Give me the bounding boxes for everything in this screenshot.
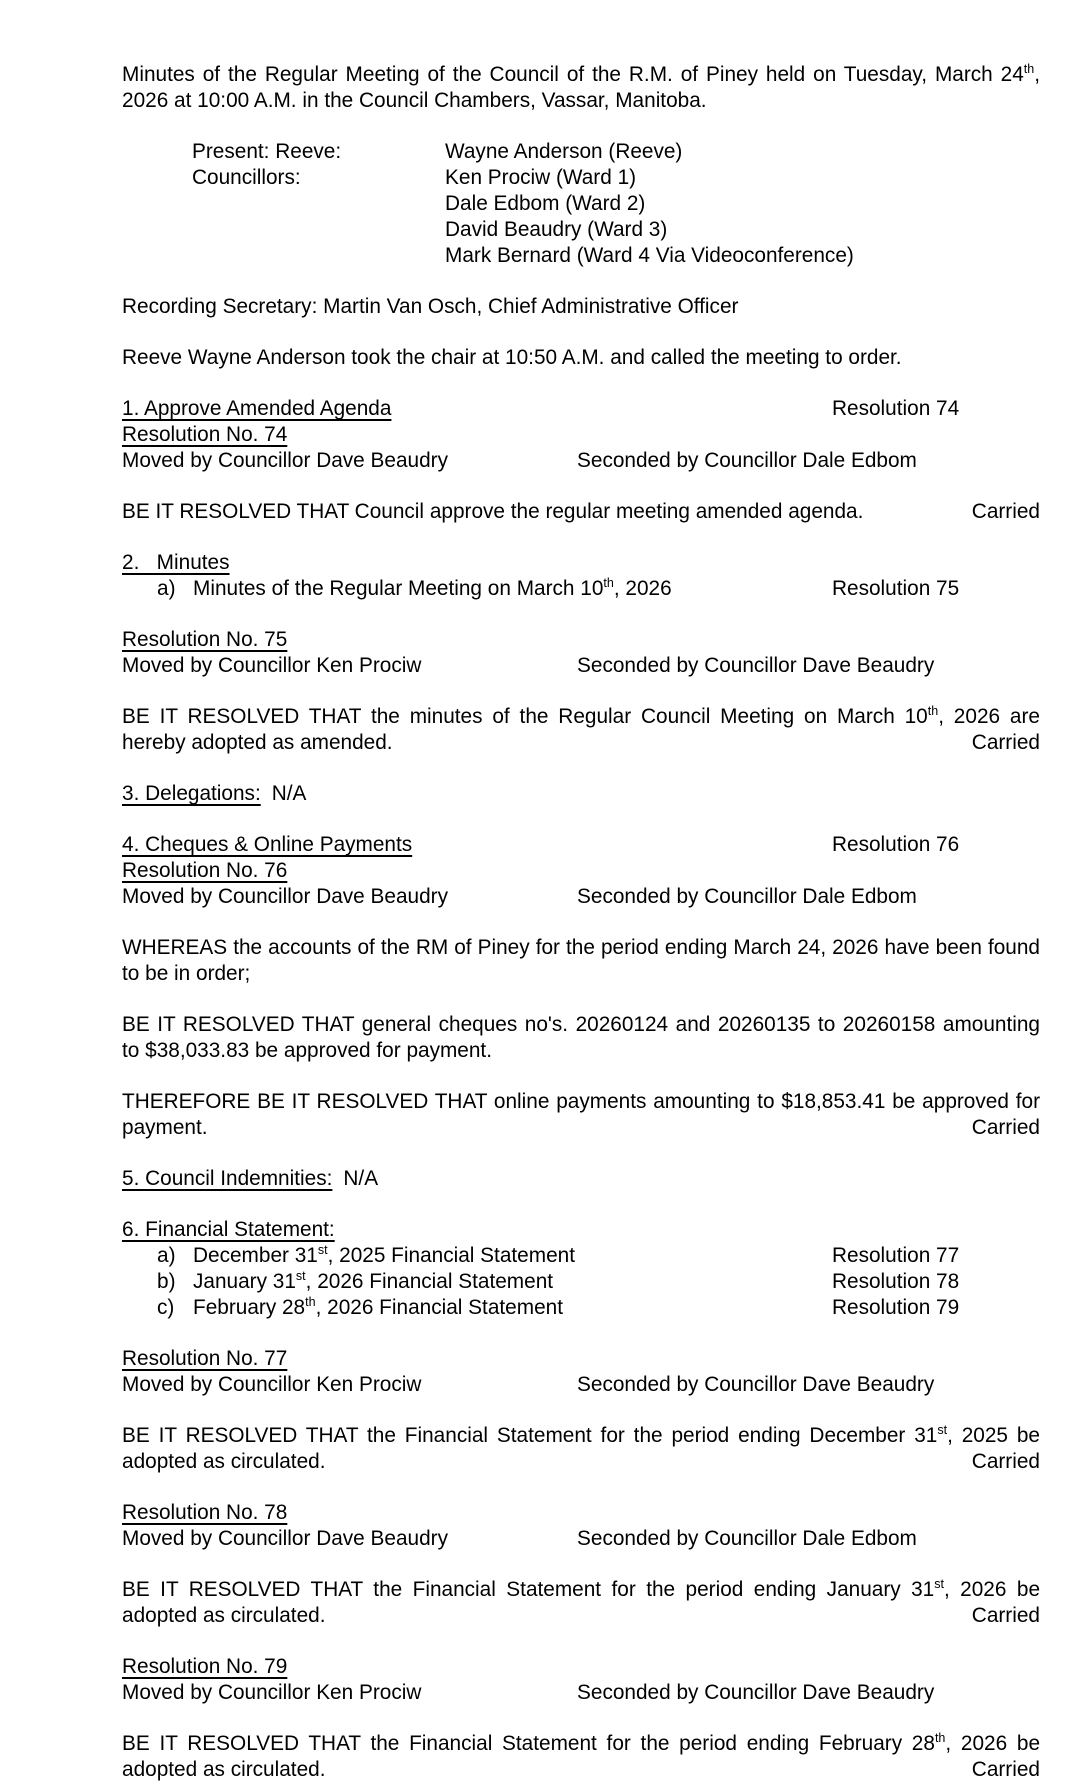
resolution-text-post: , 2026 be adopted as circulated.: [122, 1732, 1041, 1781]
resolution-paragraph: BE IT RESOLVED THAT general cheques no's. 20260124 and 20260135 to 20260158 amounting to $38,033.83 be approved for payment.: [122, 1013, 1040, 1062]
resolution-text-post: , 2025 be adopted as circulated.: [122, 1424, 1040, 1473]
resolution-ref: Resolution 75: [832, 577, 960, 600]
recording-secretary-line: Recording Secretary: Martin Van Osch, Chief Administrative Officer: [122, 295, 739, 318]
seconded-by: Seconded by Councillor Dave Beaudry: [577, 1681, 935, 1704]
intro-text-post: , 2026 at 10:00 A.M. in the Council Chambers, Vassar, Manitoba.: [122, 63, 1040, 112]
carried-label: Carried: [971, 1116, 1040, 1139]
moved-by: Moved by Councillor Dave Beaudry: [122, 449, 448, 472]
councillor-name: Dale Edbom (Ward 2): [445, 192, 646, 215]
item-text-post: , 2025 Financial Statement: [327, 1244, 575, 1267]
resolution-text-pre: BE IT RESOLVED THAT the Financial Statement for the period ending February 28: [122, 1732, 935, 1755]
seconded-by: Seconded by Councillor Dave Beaudry: [577, 1373, 935, 1396]
carried-label: Carried: [971, 500, 1040, 523]
whereas-paragraph: WHEREAS the accounts of the RM of Piney for the period ending March 24, 2026 have been found to be in order;: [122, 936, 1040, 985]
mover-row: [122, 1372, 1040, 1398]
section-4-heading: 4. Cheques & Online Payments: [122, 833, 413, 856]
item-text-pre: Minutes of the Regular Meeting on March 10: [193, 577, 604, 600]
ordinal-suffix: th: [934, 1731, 946, 1746]
resolution-ref: Resolution 76: [832, 833, 960, 856]
moved-by: Moved by Councillor Ken Prociw: [122, 654, 422, 677]
resolution-text-post: , 2026 be adopted as circulated.: [122, 1578, 1041, 1627]
resolution-no-row: [122, 422, 1040, 448]
resolution-paragraph: [122, 704, 1040, 756]
attendance-row: [122, 165, 1040, 191]
section-1-heading-row: [122, 396, 1040, 422]
resolution-no-row: [122, 1654, 1040, 1680]
councillor-name: Ken Prociw (Ward 1): [445, 166, 637, 189]
ordinal-suffix: th: [603, 576, 614, 591]
ordinal-suffix: st: [317, 1243, 328, 1258]
mover-row: [122, 448, 1040, 474]
councillors-label: Councillors:: [192, 166, 301, 189]
resolution-paragraph: [122, 499, 1040, 525]
resolution-text-pre: BE IT RESOLVED THAT the Financial Statement for the period ending December 31: [122, 1424, 938, 1447]
seconded-by: Seconded by Councillor Dale Edbom: [577, 449, 917, 472]
item-text-pre: January 31: [193, 1270, 296, 1293]
ordinal-suffix: st: [937, 1423, 948, 1438]
therefore-text: THEREFORE BE IT RESOLVED THAT online payments amounting to $18,853.41 be approved for payment.: [122, 1090, 1040, 1139]
councillor-name: Mark Bernard (Ward 4 Via Videoconference): [445, 244, 854, 267]
item-text-pre: December 31: [193, 1244, 318, 1267]
seconded-by: Seconded by Councillor Dale Edbom: [577, 885, 917, 908]
financial-statement-item: [122, 1243, 1040, 1269]
item-text-post: , 2026: [613, 577, 672, 600]
reeve-name: Wayne Anderson (Reeve): [445, 140, 683, 163]
resolution-no-row: [122, 858, 1040, 884]
section-5-value: N/A: [343, 1167, 379, 1190]
intro-text-pre: Minutes of the Regular Meeting of the Council of the R.M. of Piney held on Tuesday, March 24: [122, 63, 1024, 86]
section-1-heading: 1. Approve Amended Agenda: [122, 397, 392, 420]
section-6-heading-row: [122, 1217, 1040, 1243]
section-2-heading-row: [122, 550, 1040, 576]
resolution-no-row: [122, 627, 1040, 653]
mover-row: [122, 1526, 1040, 1552]
resolution-paragraph: [122, 1731, 1040, 1783]
resolution-no: Resolution No. 77: [122, 1347, 288, 1370]
resolution-ref: Resolution 74: [832, 397, 960, 420]
therefore-paragraph: [122, 1089, 1040, 1141]
mover-row: [122, 884, 1040, 910]
resolution-ref: Resolution 79: [832, 1296, 960, 1319]
resolution-no: Resolution No. 76: [122, 859, 288, 882]
section-5-heading-row: [122, 1166, 1040, 1192]
resolution-text-pre: BE IT RESOLVED THAT the Financial Statement for the period ending January 31: [122, 1578, 935, 1601]
section-6-heading: 6. Financial Statement:: [122, 1218, 335, 1241]
call-to-order-line: Reeve Wayne Anderson took the chair at 10:50 A.M. and called the meeting to order.: [122, 346, 902, 369]
ordinal-suffix: th: [927, 704, 939, 719]
attendance-row: [122, 191, 1040, 217]
seconded-by: Seconded by Councillor Dale Edbom: [577, 1527, 917, 1550]
seconded-by: Seconded by Councillor Dave Beaudry: [577, 654, 935, 677]
attendance-block: [122, 139, 1040, 269]
intro-paragraph: [122, 62, 1040, 114]
item-text-post: , 2026 Financial Statement: [315, 1296, 563, 1319]
section-3-value: N/A: [271, 782, 307, 805]
mover-row: [122, 1680, 1040, 1706]
item-marker: a): [157, 1244, 176, 1267]
ordinal-suffix: st: [934, 1577, 944, 1592]
item-marker: a): [157, 577, 176, 600]
resolution-paragraph: [122, 1423, 1040, 1475]
item-marker: c): [157, 1296, 175, 1319]
attendance-row: [122, 243, 1040, 269]
attendance-row: [122, 217, 1040, 243]
resolution-text: BE IT RESOLVED THAT Council approve the regular meeting amended agenda.: [122, 500, 864, 523]
section-3-heading-row: [122, 781, 1040, 807]
resolution-text-post: , 2026 are hereby adopted as amended.: [122, 705, 1040, 754]
moved-by: Moved by Councillor Ken Prociw: [122, 1373, 422, 1396]
item-text-post: , 2026 Financial Statement: [305, 1270, 554, 1293]
mover-row: [122, 653, 1040, 679]
financial-statement-item: [122, 1269, 1040, 1295]
ordinal-suffix: th: [305, 1295, 316, 1310]
section-4-heading-row: [122, 832, 1040, 858]
carried-label: Carried: [971, 1450, 1040, 1473]
councillor-name: David Beaudry (Ward 3): [445, 218, 668, 241]
resolution-no-row: [122, 1500, 1040, 1526]
resolution-no: Resolution No. 75: [122, 628, 288, 651]
ordinal-suffix: st: [295, 1269, 306, 1284]
section-3-heading: 3. Delegations:: [122, 782, 261, 805]
resolution-paragraph: [122, 1577, 1040, 1629]
resolution-no: Resolution No. 74: [122, 423, 288, 446]
resolution-ref: Resolution 78: [832, 1270, 960, 1293]
moved-by: Moved by Councillor Dave Beaudry: [122, 885, 448, 908]
section-2-heading: 2. Minutes: [122, 551, 230, 574]
present-reeve-label: Present: Reeve:: [192, 140, 342, 163]
moved-by: Moved by Councillor Dave Beaudry: [122, 1527, 448, 1550]
resolution-ref: Resolution 77: [832, 1244, 960, 1267]
resolution-no: Resolution No. 79: [122, 1655, 288, 1678]
resolution-no-row: [122, 1346, 1040, 1372]
item-marker: b): [157, 1270, 176, 1293]
moved-by: Moved by Councillor Ken Prociw: [122, 1681, 422, 1704]
section-5-heading: 5. Council Indemnities:: [122, 1167, 333, 1190]
financial-statement-item: [122, 1295, 1040, 1321]
agenda-item: [122, 576, 1040, 602]
ordinal-suffix: th: [1023, 62, 1035, 77]
resolution-no: Resolution No. 78: [122, 1501, 288, 1524]
item-text-pre: February 28: [193, 1296, 306, 1319]
resolution-text-pre: BE IT RESOLVED THAT the minutes of the Regular Council Meeting on March 10: [122, 705, 928, 728]
carried-label: Carried: [971, 1604, 1040, 1627]
attendance-row: [122, 139, 1040, 165]
carried-label: Carried: [971, 1758, 1040, 1781]
carried-label: Carried: [971, 731, 1040, 754]
